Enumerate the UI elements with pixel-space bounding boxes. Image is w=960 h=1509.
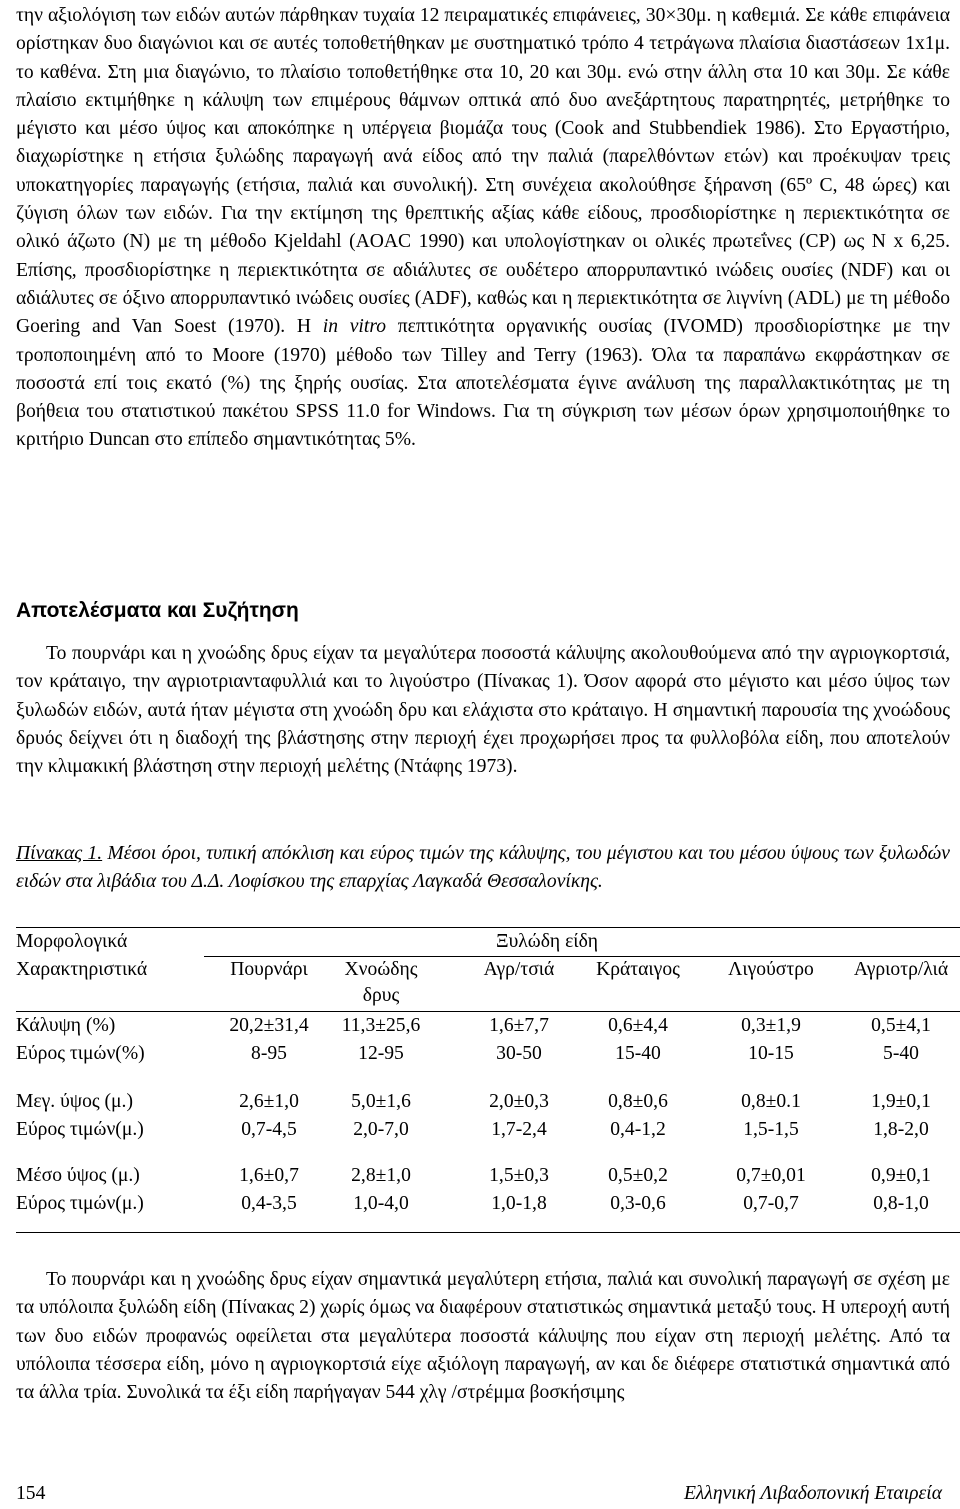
table-cell: 5-40: [883, 1043, 919, 1064]
table-cell: 1,9±0,1: [871, 1091, 931, 1112]
row-label: Μέσο ύψος (μ.): [16, 1165, 140, 1186]
table-cell: 1,6±7,7: [489, 1015, 549, 1036]
table-cell: 1,0-1,8: [491, 1193, 547, 1214]
table-cell: 0,7±0,01: [736, 1165, 806, 1186]
table-cell: 0,9±0,1: [871, 1165, 931, 1186]
col-header-ligoustro: Λιγούστρο: [728, 959, 814, 980]
table-cell: 1,0-4,0: [353, 1193, 409, 1214]
table-cell: 2,8±1,0: [351, 1165, 411, 1186]
table-cell: 30-50: [496, 1043, 542, 1064]
header-bottom-rule: [16, 1011, 960, 1012]
row-label: Εύρος τιμών(μ.): [16, 1193, 144, 1214]
table-cell: 0,5±0,2: [608, 1165, 668, 1186]
results-paragraph: Το πουρνάρι και η χνοώδης δρυς είχαν τα μεγαλύτερα ποσοστά κάλυψης ακολουθούμενα από την αγριογκορτσιά, τον κράταιγο, την αγριοτριανταφυλλιά και το λιγούστρο (Πίνακας 1). Όσον αφορά στο μέγιστο και μέσο ύψος των ξυλωδών ειδών, αυτά ήταν μέγιστα στη χνοώδη δρυ και ελάχιστα στο κράταιγο. Η σημαντική παρουσία της χνοώδους δρυός δείχνει ότι η διαδοχή της βλάστησης στην περιοχή έχει προχωρήσει προς τα φυλλοβόλα είδη, που αποτελούν την κλιμακική βλάστηση στην περιοχή μελέτης (Ντάφης 1973).: [16, 643, 950, 778]
table-caption-text: Μέσοι όροι, τυπική απόκλιση και εύρος τιμών της κάλυψης, του μέγιστου και του μέσου ύψους των ξυλωδών ειδών στα λιβάδια του Δ.Δ. Λοφίσκου της επαρχίας Λαγκαδά Θεσσαλονίκης.: [16, 843, 950, 893]
table-cell: 5,0±1,6: [351, 1091, 411, 1112]
stub-header-line2: Χαρακτηριστικά: [16, 959, 148, 980]
methods-paragraph: [16, 2, 950, 455]
table-cell: 0,7-0,7: [743, 1193, 799, 1214]
table-cell: 0,3-0,6: [610, 1193, 666, 1214]
table-cell: 1,7-2,4: [491, 1119, 547, 1140]
table-cell: 0,8±0,6: [608, 1091, 668, 1112]
table-caption: [16, 840, 950, 897]
page-number: 154: [16, 1483, 46, 1504]
section-heading: Αποτελέσματα και Συζήτηση: [16, 599, 299, 622]
col-header-agr-tsia: Αγρ/τσιά: [483, 959, 555, 980]
group-header: Ξυλώδη είδη: [496, 931, 599, 952]
table-cell: 8-95: [251, 1043, 287, 1064]
table-cell: 1,5-1,5: [743, 1119, 799, 1140]
row-label: Εύρος τιμών(%): [16, 1043, 145, 1064]
table-cell: 1,6±0,7: [239, 1165, 299, 1186]
methods-text-part2: πεπτικότητα οργανικής ουσίας (IVOMD) προσδιορίστηκε με την τροποποιημένη από το Moore (1970) μέθοδο των Tilley and Terry (1963). Όλα τα παραπάνω εκφράστηκαν σε ποσοστά επί τοις εκατό (%) της ξηρής ουσίας. Στα αποτελέσματα έγινε ανάλυση της παραλλακτικότητας με τη βοήθεια του στατιστικού πακέτου SPSS 11.0 for Windows. Για τη σύγκριση των μέσων όρων χρησιμοποιήθηκε το κριτήριο Duncan στο επίπεδο σημαντικότητας 5%.: [16, 316, 951, 451]
journal-name: Ελληνική Λιβαδοπονική Εταιρεία: [683, 1483, 942, 1504]
row-label: Εύρος τιμών(μ.): [16, 1119, 144, 1140]
table-cell: 2,6±1,0: [239, 1091, 299, 1112]
table-cell: 0,4-3,5: [241, 1193, 297, 1214]
col-header-krataigos: Κράταιγος: [596, 959, 680, 980]
table-cell: 15-40: [615, 1043, 661, 1064]
table-cell: 0,8±0.1: [741, 1091, 801, 1112]
table-cell: 0,8-1,0: [873, 1193, 929, 1214]
table-cell: 20,2±31,4: [229, 1015, 309, 1036]
row-label: Μεγ. ύψος (μ.): [16, 1091, 133, 1112]
table-cell: 0,3±1,9: [741, 1015, 801, 1036]
table-cell: 12-95: [358, 1043, 404, 1064]
table-cell: 0,5±4,1: [871, 1015, 931, 1036]
col-header-pournari: Πουρνάρι: [230, 959, 308, 980]
stub-header-line1: Μορφολογικά: [16, 931, 128, 952]
table-bottom-rule: [16, 1232, 960, 1233]
table-cell: 1,5±0,3: [489, 1165, 549, 1186]
table-cell: 1,8-2,0: [873, 1119, 929, 1140]
production-paragraph: Το πουρνάρι και η χνοώδης δρυς είχαν σημαντικά μεγαλύτερη ετήσια, παλιά και συνολική παραγωγή σε σχέση με τα υπόλοιπα ξυλώδη είδη (Πίνακας 2) χωρίς όμως να διαφέρουν στατιστικώς σημαντικά μεταξύ τους. Η υπεροχή αυτή των δυο ειδών προφανώς οφείλεται στα μεγαλύτερα ποσοστά κάλυψης που είχαν στη περιοχή μελέτης. Από τα υπόλοιπα τέσσερα είδη, μόνο η αγριογκορτσιά είχε αξιόλογη παραγωγή, αν και δε διέφερε στατιστικά σημαντικά από τα άλλα τρία. Συνολικά τα έξι είδη παρήγαγαν 544 χλγ /στρέμμα βοσκήσιμης: [16, 1269, 950, 1404]
table-cell: 0,4-1,2: [610, 1119, 666, 1140]
table-caption-label: Πίνακας 1.: [16, 843, 103, 864]
table-cell: 0,6±4,4: [608, 1015, 668, 1036]
col-header-chnoodis-drys: Χνοώδης δρυς: [344, 959, 418, 1006]
table-cell: 11,3±25,6: [341, 1015, 421, 1036]
table-cell: 2,0±0,3: [489, 1091, 549, 1112]
table-cell: 2,0-7,0: [353, 1119, 409, 1140]
col-header-agriotr-lia: Αγριοτρ/λιά: [853, 959, 949, 980]
table-cell: 0,7-4,5: [241, 1119, 297, 1140]
methods-text-part1: την αξιολόγιση των ειδών αυτών πάρθηκαν τυχαία 12 πειραματικές επιφάνειες, 30×30μ. η καθεμιά. Σε κάθε επιφάνεια ορίστηκαν δυο διαγώνιοι και σε αυτές τοποθετήθηκαν με συστηματικό τρόπο 4 τετράγωνα πλαίσια διαστάσεων 1x1μ. το καθένα. Στη μια διαγώνιο, το πλαίσιο τοποθετήθηκε στα 10, 20 και 30μ. ενώ στην άλλη στα 10 και 30μ. Σε κάθε πλαίσιο εκτιμήθηκε η κάλυψη των επιμέρους θάμνων οπτικά από δυο ανεξάρτητους παρατηρητές, μετρήθηκε το μέγιστο και μέσο ύψος και αποκόπηκε η υπέργεια βιομάζα τους (Cook and Stubbendiek 1986). Στο Εργαστήριο, διαχωρίστηκε η ετήσια ξυλώδης παραγωγή ανά είδος από την παλιά (παρελθόντων ετών) και προέκυψαν τρεις υποκατηγορίες παραγωγής (ετήσια, παλιά και συνολική). Στη συνέχεια ακολούθησε ξήρανση (65º C, 48 ώρες) και ζύγιση όλων των ειδών. Για την εκτίμηση της θρεπτικής αξίας κάθε είδους, προσδιορίστηκε η περιεκτικότητα σε ολικό άζωτο (N) με τη μέθοδο Kjeldahl (AOAC 1990) και υπολογίστηκαν οι ολικές πρωτεΐνες (CP) ως N x 6,25. Επίσης, προσδιορίστηκε η περιεκτικότητα σε αδιάλυτες σε ουδέτερο απορρυπαντικό ινώδεις ουσίες (NDF) και οι αδιάλυτες σε όξινο απορρυπαντικό ινώδεις ουσίες (ADF), καθώς και η περιεκτικότητα σε λιγνίνη (ADL) με τη μέθοδο Goering and Van Soest (1970). Η: [16, 5, 950, 338]
methods-italic-term: in vitro: [322, 316, 387, 338]
row-label: Κάλυψη (%): [16, 1015, 116, 1036]
table-top-rule: [16, 927, 960, 928]
table-cell: 10-15: [748, 1043, 794, 1064]
